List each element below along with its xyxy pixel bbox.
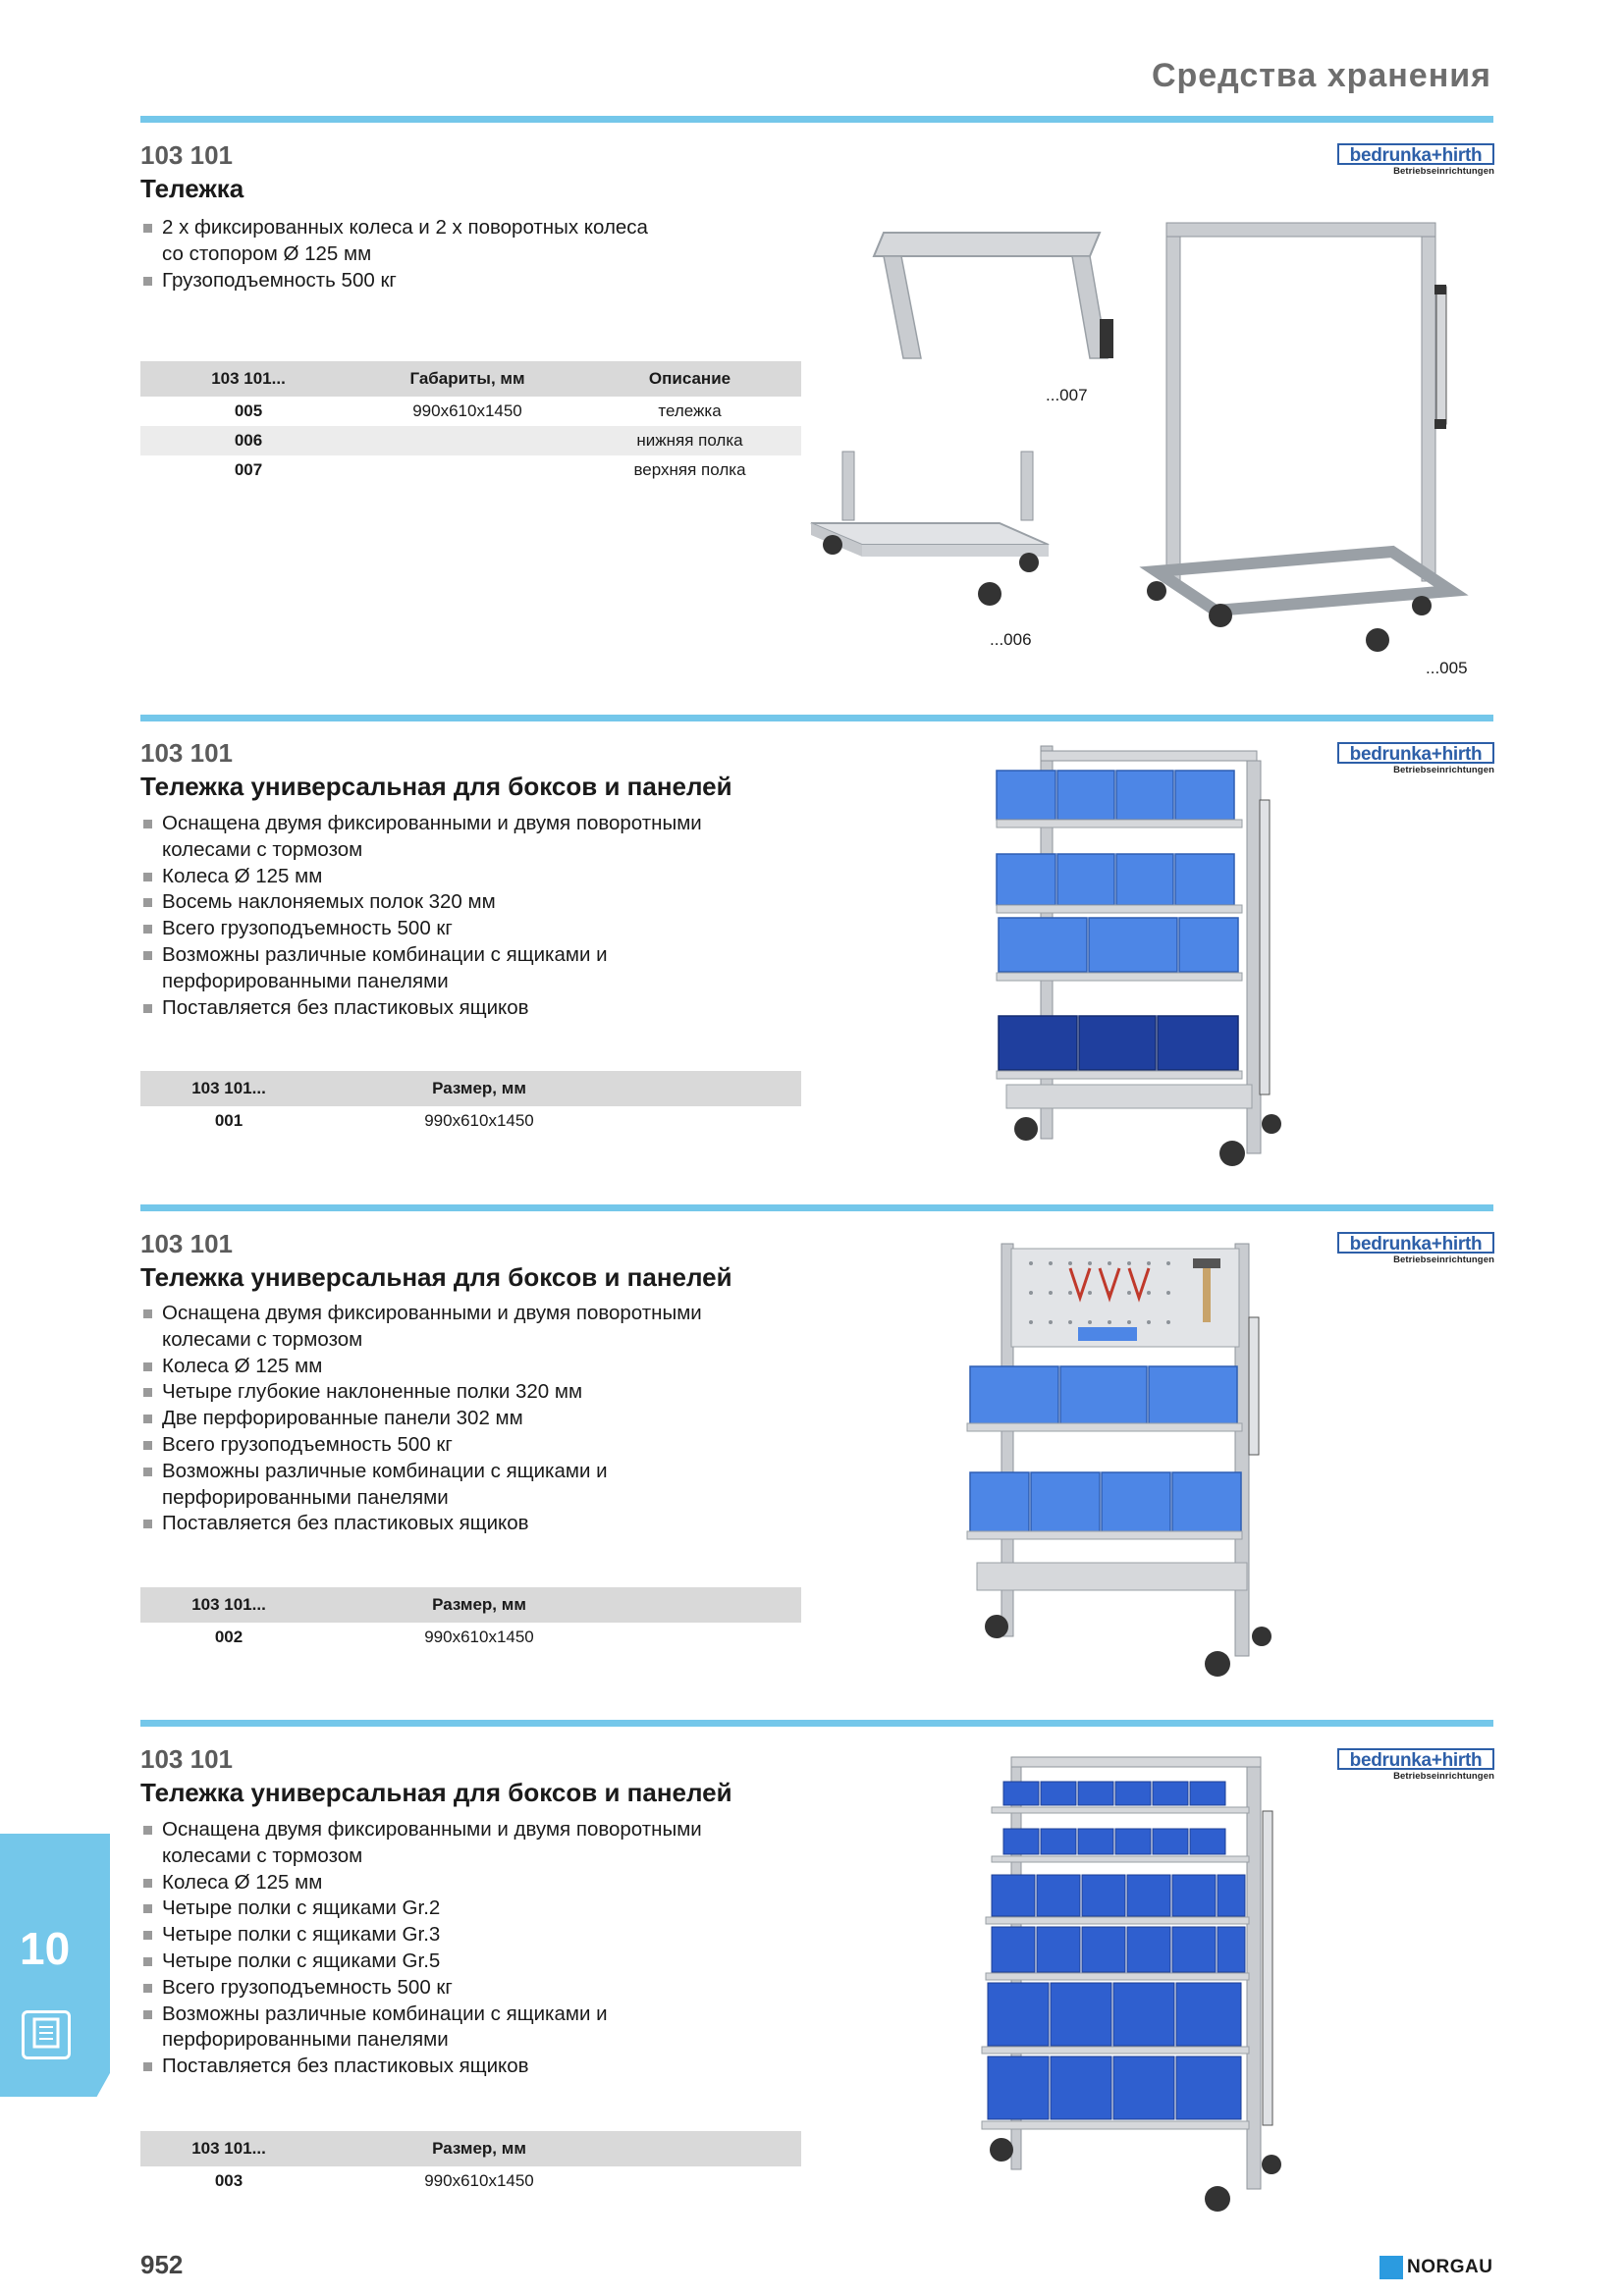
feature-item: Оснащена двумя фиксированными и двумя поворотными [140, 811, 702, 837]
feature-item: колесами с тормозом [162, 1843, 363, 1867]
callout-label: ...006 [990, 630, 1032, 649]
feature-item: перфорированными панелями [162, 1485, 449, 1509]
table-cell: 990x610x1450 [424, 1111, 534, 1130]
feature-item: Поставляется без пластиковых ящиков [140, 2054, 702, 2080]
feature-list [140, 811, 702, 1021]
feature-item: Возможны различные комбинации с ящиками и [140, 1459, 702, 1485]
feature-item: Грузоподъемность 500 кг [140, 268, 648, 294]
product-title: Тележка универсальная для боксов и панелей [140, 1778, 732, 1807]
table-cell: 005 [234, 401, 263, 420]
top-shelf-image [805, 221, 1129, 368]
product-title: Тележка универсальная для боксов и панелей [140, 1262, 732, 1292]
feature-list [140, 1817, 702, 2080]
catalog-icon [22, 2010, 71, 2059]
brand-logo [1337, 1748, 1494, 1782]
footer-brand [1380, 2256, 1492, 2279]
feature-item: колесами с тормозом [162, 1327, 363, 1351]
page-title: Средства хранения [1151, 57, 1491, 94]
callout-label: ...007 [1046, 386, 1088, 404]
product-code: 103 101 [140, 1744, 233, 1774]
feature-item: 2 x фиксированных колеса и 2 x поворотных колеса [140, 215, 648, 241]
brand-logo [1337, 1232, 1494, 1265]
brand-logo-subtitle: Betriebseinrichtungen [1393, 1771, 1494, 1782]
table-cell: 007 [234, 460, 263, 479]
table-row [140, 2166, 801, 2196]
brand-logo-text: bedrunka+hirth [1337, 143, 1494, 165]
feature-item: перфорированными панелями [162, 969, 449, 992]
table-cell: 990x610x1450 [412, 401, 522, 420]
feature-item: Две перфорированные панели 302 мм [140, 1406, 702, 1432]
feature-item: Всего грузоподъемность 500 кг [140, 1432, 702, 1459]
section-divider [140, 1720, 1493, 1727]
table-row [140, 397, 801, 426]
table-cell: верхняя полка [633, 460, 746, 479]
cart-with-panels-image [962, 1239, 1316, 1700]
column-header: 103 101... [191, 1595, 266, 1614]
page-number: 952 [140, 2250, 184, 2279]
table-row [140, 426, 801, 455]
brand-logo [1337, 143, 1494, 177]
feature-list [140, 1301, 702, 1537]
feature-item: Всего грузоподъемность 500 кг [140, 916, 702, 942]
feature-item: Оснащена двумя фиксированными и двумя поворотными [140, 1817, 702, 1843]
brand-logo-text: bedrunka+hirth [1337, 1232, 1494, 1254]
table-cell: 990x610x1450 [424, 2171, 534, 2190]
section-divider [140, 116, 1493, 123]
column-header: Размер, мм [432, 2139, 526, 2158]
feature-item: Колеса Ø 125 мм [140, 1354, 702, 1380]
brand-square-icon [1380, 2256, 1403, 2279]
feature-list [140, 215, 648, 294]
chapter-number: 10 [20, 1923, 71, 1974]
variants-table [140, 2131, 801, 2196]
section-divider [140, 715, 1493, 721]
variants-table [140, 1071, 801, 1136]
product-code: 103 101 [140, 738, 233, 768]
bottom-shelf-image [803, 447, 1058, 618]
feature-item: Поставляется без пластиковых ящиков [140, 995, 702, 1022]
feature-item: Восемь наклоняемых полок 320 мм [140, 889, 702, 916]
brand-logo [1337, 742, 1494, 775]
feature-item: Всего грузоподъемность 500 кг [140, 1975, 702, 2002]
table-cell: 003 [214, 2171, 243, 2190]
feature-item: Оснащена двумя фиксированными и двумя поворотными [140, 1301, 702, 1327]
feature-item: Колеса Ø 125 мм [140, 1870, 702, 1896]
column-header: Описание [648, 369, 731, 388]
table-cell: 001 [214, 1111, 243, 1130]
table-header [140, 2131, 801, 2166]
table-cell: 002 [214, 1628, 243, 1646]
column-header: 103 101... [191, 2139, 266, 2158]
cart-with-small-bins-image [972, 1752, 1306, 2223]
feature-item: со стопором Ø 125 мм [162, 241, 372, 265]
feature-item: перфорированными панелями [162, 2028, 449, 2052]
feature-item: Колеса Ø 125 мм [140, 864, 702, 890]
table-header [140, 1587, 801, 1623]
product-code: 103 101 [140, 140, 233, 170]
table-cell: 990x610x1450 [424, 1628, 534, 1646]
table-header [140, 1071, 801, 1106]
column-header: 103 101... [191, 1079, 266, 1097]
variants-table [140, 361, 801, 485]
table-row [140, 1106, 801, 1136]
section-divider [140, 1204, 1493, 1211]
feature-item: Четыре полки с ящиками Gr.5 [140, 1949, 702, 1975]
column-header: Размер, мм [432, 1079, 526, 1097]
brand-name: NORGAU [1407, 2257, 1493, 2277]
feature-item: Возможны различные комбинации с ящиками и [140, 942, 702, 969]
product-code: 103 101 [140, 1229, 233, 1258]
feature-item: Возможны различные комбинации с ящиками и [140, 2002, 702, 2028]
table-row [140, 1623, 801, 1652]
table-row [140, 455, 801, 485]
brand-logo-subtitle: Betriebseinrichtungen [1393, 765, 1494, 775]
column-header: Размер, мм [432, 1595, 526, 1614]
feature-item: Четыре полки с ящиками Gr.2 [140, 1896, 702, 1922]
feature-item: Четыре полки с ящиками Gr.3 [140, 1922, 702, 1949]
brand-logo-subtitle: Betriebseinrichtungen [1393, 166, 1494, 177]
feature-item: Поставляется без пластиковых ящиков [140, 1511, 702, 1537]
variants-table [140, 1587, 801, 1652]
feature-item: Четыре глубокие наклоненные полки 320 мм [140, 1379, 702, 1406]
cart-with-bins-image [987, 741, 1321, 1183]
table-header [140, 361, 801, 397]
table-cell: нижняя полка [636, 431, 743, 450]
brand-logo-text: bedrunka+hirth [1337, 1748, 1494, 1770]
table-cell: 006 [234, 431, 263, 450]
callout-label: ...005 [1426, 659, 1468, 677]
column-header: 103 101... [211, 369, 286, 388]
column-header: Габариты, мм [409, 369, 525, 388]
product-title: Тележка [140, 174, 244, 203]
brand-logo-subtitle: Betriebseinrichtungen [1393, 1255, 1494, 1265]
cart-frame-image [1127, 218, 1471, 660]
product-title: Тележка универсальная для боксов и панелей [140, 772, 732, 801]
table-cell: тележка [658, 401, 722, 420]
feature-item: колесами с тормозом [162, 837, 363, 861]
brand-logo-text: bedrunka+hirth [1337, 742, 1494, 764]
